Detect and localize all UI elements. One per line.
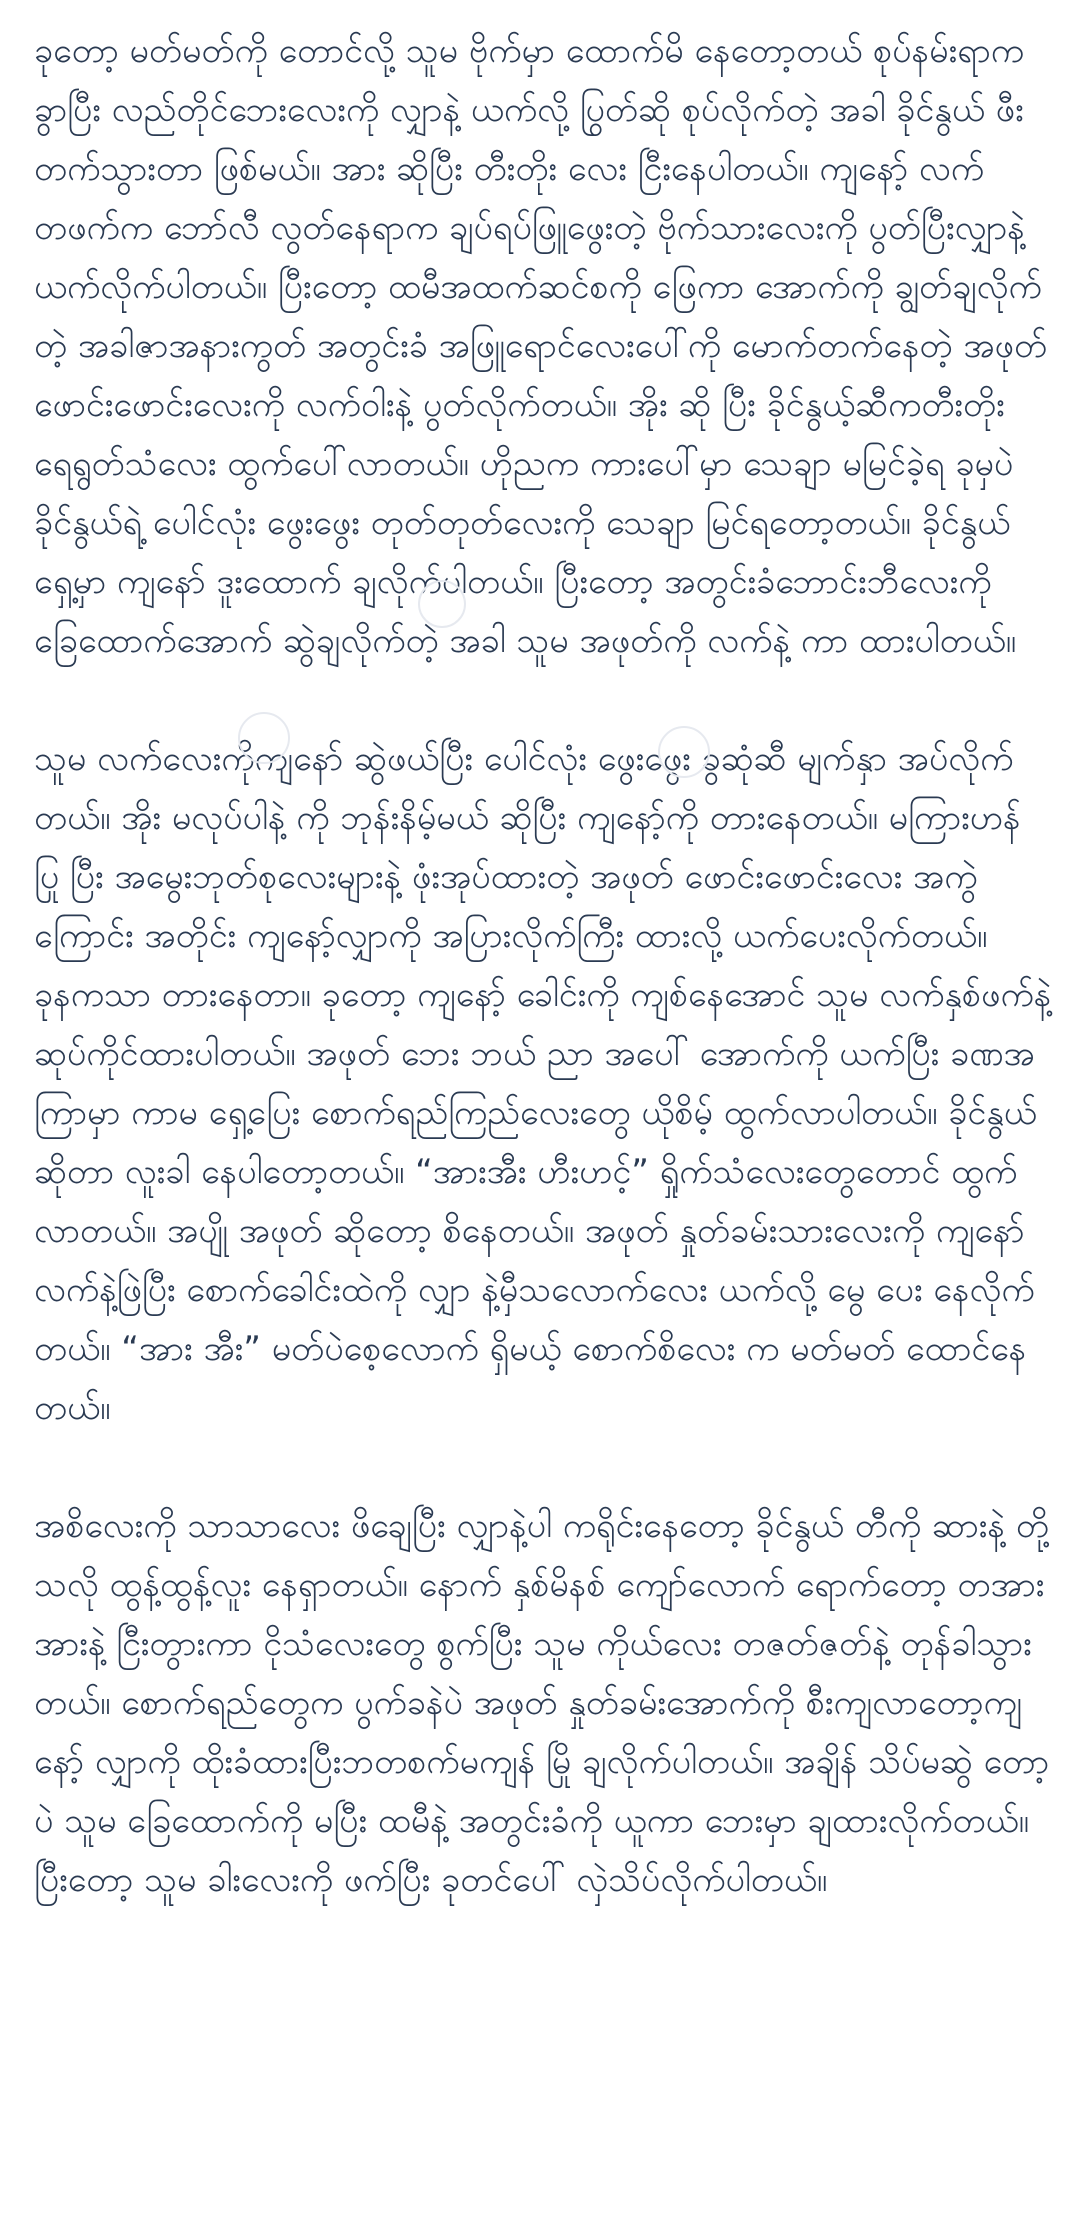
story-paragraph: အစိလေးကို သာသာလေး ဖိချေပြီး လျှာနဲ့ပါ ကရိုင်းနေတော့ ခိုင်နွယ် တီကို ဆားနဲ့ တို့သလို ထွန့်ထွန့်လူး နေရှာတယ်။ နောက် နှစ်မိနစ် ကျော်လောက် ရောက်တော့ တအားအားနဲ့ ငြီးတွားကာ ငိုသံလေးတွေ စွက်ပြီး သူမ ကိုယ်လေး တဇတ်ဇတ်နဲ့ တုန်ခါသွားတယ်။ စောက်ရည်တွေက ပွက်ခနဲပဲ အဖုတ် နှုတ်ခမ်းအောက်ကို စီးကျလာတော့ကျနော့် လျှာကို ထိုးခံထားပြီးဘတစက်မကျန် မြို ချလိုက်ပါတယ်။ အချိန် သိပ်မဆွဲ တော့ပဲ သူမ ခြေထောက်ကို မပြီး ထမီနဲ့ အတွင်းခံကို ယူကာ ဘေးမှာ ချထားလိုက်တယ်။ ပြီးတော့ သူမ ခါးလေးကို ဖက်ပြီး ခုတင်ပေါ် လှဲသိပ်လိုက်ပါတယ်။ bbox=[34, 1506, 1050, 1900]
chapter-reader bbox=[34, 22, 1054, 1910]
story-paragraph: သူမ လက်လေးကိုကျနော် ဆွဲဖယ်ပြီး ပေါင်လုံး ဖွေးဖွေး ခွဆုံဆီ မျက်နှာ အပ်လိုက်တယ်။ အိုး မလုပ်ပါနဲ့ ကို ဘုန်းနိမ့်မယ် ဆိုပြီး ကျနော့်ကို တားနေတယ်။ မကြားဟန် ပြု ပြီး အမွေးဘုတ်စုလေးများနဲ့ ဖုံးအုပ်ထားတဲ့ အဖုတ် ဖောင်းဖောင်းလေး အကွဲကြောင်း အတိုင်း ကျနော့်လျှာကို အပြားလိုက်ကြီး ထားလို့ ယက်ပေးလိုက်တယ်။ ခုနကသာ တားနေတာ။ ခုတော့ ကျနော့် ခေါင်းကို ကျစ်နေအောင် သူမ လက်နှစ်ဖက်နဲ့ ဆုပ်ကိုင်ထားပါတယ်။ အဖုတ် ဘေး ဘယ် ညာ အပေါ် အောက်ကို ယက်ပြီး ခဏအကြာမှာ ကာမ ရှေ့ပြေး စောက်ရည်ကြည်လေးတွေ ယိုစိမ့် ထွက်လာပါတယ်။ ခိုင်နွယ် ဆိုတာ လူးခါ နေပါတော့တယ်။ “အားအီး ဟီးဟင့်” ရှိုက်သံလေးတွေတောင် ထွက်လာတယ်။ အပျို အဖုတ် ဆိုတော့ စိနေတယ်။ အဖုတ် နှုတ်ခမ်းသားလေးကို ကျနော် လက်နဲ့ဖြဲပြီး စောက်ခေါင်းထဲကို လျှာ နဲ့မှီသလောက်လေး ယက်လို့ မွေ ပေး နေလိုက်တယ်။ “အား အီး” မတ်ပဲစေ့လောက် ရှိမယ့် စောက်စိလေး က မတ်မတ် ထောင်နေတယ်။ bbox=[34, 739, 1052, 1428]
watermark-ring-icon bbox=[658, 726, 710, 778]
watermark-ring-icon bbox=[418, 580, 466, 628]
watermark-ring-icon bbox=[238, 712, 290, 764]
story-paragraph: ခုတော့ မတ်မတ်ကို တောင်လို့ သူမ ဗိုက်မှာ ထောက်မိ နေတော့တယ် စုပ်နမ်းရာက ခွာပြီး လည်တိုင်ဘေးလေးကို လျှာနဲ့ ယက်လို့ ပြွတ်ဆို စုပ်လိုက်တဲ့ အခါ ခိုင်နွယ် ဖီးတက်သွားတာ ဖြစ်မယ်။ အား ဆိုပြီး တီးတိုး လေး ငြီးနေပါတယ်။ ကျနော့် လက်တဖက်က ဘော်လီ လွတ်နေရာက ချပ်ရပ်ဖြူဖွေးတဲ့ ဗိုက်သားလေးကို ပွတ်ပြီးလျှာနဲ့ ယက်လိုက်ပါတယ်။ ပြီးတော့ ထမီအထက်ဆင်စကို ဖြေကာ အောက်ကို ချွတ်ချလိုက်တဲ့ အခါဇာအနားကွတ် အတွင်းခံ အဖြူရောင်လေးပေါ်ကို မောက်တက်နေတဲ့ အဖုတ် ဖောင်းဖောင်းလေးကို လက်ဝါးနဲ့ ပွတ်လိုက်တယ်။ အိုး ဆို ပြီး ခိုင်နွယ့်ဆီကတီးတိုး ရေရွတ်သံလေး ထွက်ပေါ်လာတယ်။ ဟိုညက ကားပေါ်မှာ သေချာ မမြင်ခဲ့ရ ခုမှပဲ ခိုင်နွယ်ရဲ့ ပေါင်လုံး ဖွေးဖွေး တုတ်တုတ်လေးကို သေချာ မြင်ရတော့တယ်။ ခိုင်နွယ် ရှေ့မှာ ကျနော် ဒူးထောက် ချလိုက်ပါတယ်။ ပြီးတော့ အတွင်းခံဘောင်းဘီလေးကို ခြေထောက်အောက် ဆွဲချလိုက်တဲ့ အခါ သူမ အဖုတ်ကို လက်နဲ့ ကာ ထားပါတယ်။ bbox=[34, 31, 1048, 661]
